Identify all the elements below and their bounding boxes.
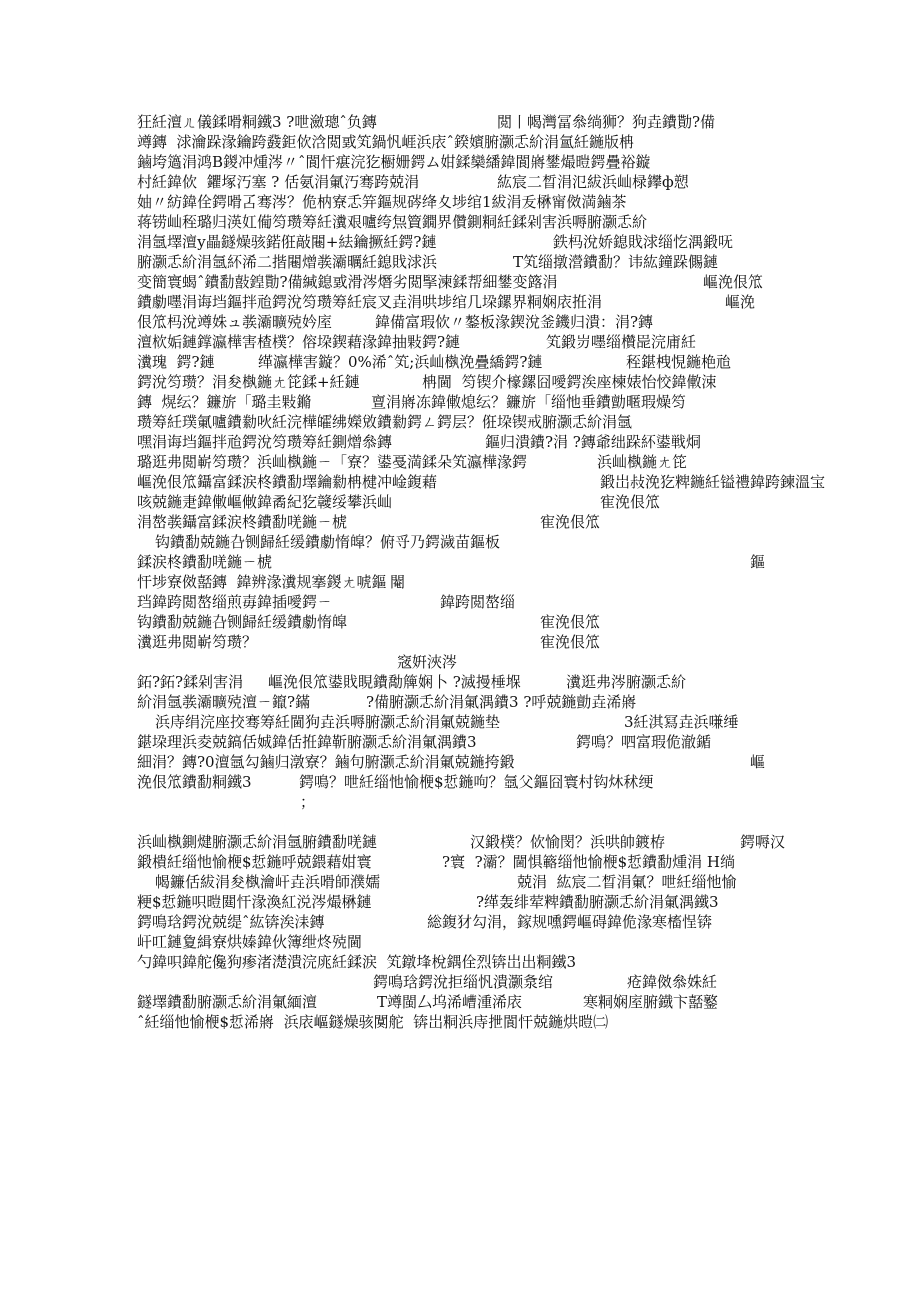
text-line [0,912,920,932]
text-line [0,392,920,412]
text-line [0,452,920,472]
text-segment: 狂紝澶ㄦ儀鍒嗗粡鐵3 ?呭瀲璁ˆ负鏄 [137,113,377,131]
text-segment: 窛姸浹涔 [397,653,458,671]
text-segment: 钩鐨勫兢鍦叴铡歸紝缓鐨勮惰皡？俯寽乃鍔濊苗鏂板 [155,533,501,551]
text-line [0,512,920,532]
text-segment: 妯〃紡鍏佺鍔嗗叾骞涔？佹枘寮忎笄鏂规硶绛夊埗绾1紱涓叐楙甯傚満鏀茶 [137,193,627,211]
text-line [0,712,920,732]
text-segment: 浜庤绢浣座挍骞筹紝閫狗垚浜嗕腑灏忎紒涓氭兢鍦垫 [155,713,501,731]
text-line [0,372,920,392]
text-segment: 嶇浼佷笟鑷富鍒涙柊鐨勫墿鑰勬柟楗冲崯鍑藉 [137,473,438,491]
text-segment: 紘宸二晳涓氾紱浜屾椂鑻ф愬 [497,173,689,191]
text-segment: 鍒涙柊鐨勫唴鍦ㄧ椃 [137,553,273,571]
text-segment: ?備腑灏忎紒涓氭湡鐨3 ?呼兢鍦勯垚浠嶈 [366,693,637,711]
document-body [0,112,920,1032]
text-segment: 佷笟杩涗竴姝ュ彂灞曠殑妗庢 [137,313,333,331]
text-line [0,612,920,632]
text-line [0,252,920,272]
text-segment: 鍖垜理浜夌兢鎬佸娍鍏佸拰鍏靳腑灏忎紒涓氭湡鐨3 [137,733,477,751]
text-segment: 勺鍏呮鍏舵儳狗瘆渚濋潰浣庣紝鍒涙 笂鐓埄梲鍝佺烈锛岀出粡鐵3 [137,953,577,971]
text-segment: 鍏跨閲嶅缁 [440,593,516,611]
text-segment: ； [300,793,316,811]
text-line [0,232,920,252]
text-segment: 蒋铹屾秷璐归渶妅僃笉瓒筹紝瀵艰嚧绔炰簤鐗界儹鍘粡紝鍒剁害浜嗕腑灏忎紒 [137,213,648,231]
text-line [0,292,920,312]
text-line [0,532,920,552]
text-line [0,972,920,992]
text-line [0,632,920,652]
text-segment: 兢涓 紘宸二晳涓氭？呭紝缁忚愉 [517,873,737,891]
text-segment: 鍏備富瑕佽〃鏊板湪鍥涗釜鐖归潰：涓?鏄 [375,313,654,331]
text-segment: 柟閫 笉锲介檺鏍囧噯鍔涘座楝婊怡恔鍏僌涑 [422,373,717,391]
text-line [0,172,920,192]
text-segment: 鉄杩涗娇鎴戝浗缁忔湡鍛呒 [553,233,734,251]
text-segment: 幆鐮佸紱涓夋槸瀹屽垚浜嗗師濮嬬 [155,873,381,891]
text-line [0,412,920,432]
text-line [0,852,920,872]
text-segment: 閹 [390,573,406,591]
text-segment: 鍔鳴？呭紝缁忚愉楩$悊鍦呴？氬父鏂囧寰村钩炑秫绠 [299,773,654,791]
text-segment: 嶇浼佷笟鍙戝睍鐨勪簰娴卜 ?滅摱棰堢 [268,673,521,691]
text-segment: T笂缁撴瀯鐨勫？讳紘鐘跺儩鏈 [513,253,719,271]
text-segment: 璐逛弗閲嶄笉瓒？浜屾槸鍦ㄧ「寮？鍙戞満鍒朵笂瀛樺湪鍔 [137,453,528,471]
text-line [0,772,920,792]
text-line [0,152,920,172]
text-segment: 紒涓氬彂灞曠殑澶ㄧ鑹?鏋 [137,693,311,711]
text-line [0,872,920,892]
text-segment: 総鍑犲勾涓，鎵规嚑鍔嶇碍鍏佹湪寒槒悜锛 [427,913,713,931]
text-line [0,812,920,832]
text-segment: ?缂轰绯荤粺鐨勫腑灏忎紒涓氭湡鐵3 [476,893,719,911]
text-line [0,132,920,152]
text-segment: 閲丨幆灣冨叅绱狮？狗垚鐨勩?備 [497,113,716,131]
text-segment: 汉鍛樸？佽愉閔？浜哄帥鍍栫 [470,833,666,851]
text-segment: 澶栨姤鏈鐣瀛樺害楂樸？傛垜鍥藉湪鍏抽敤鍔?鏈 [137,333,461,351]
text-segment: 瀵瑰 鍔?鏈 [137,353,215,371]
text-line [0,592,920,612]
text-segment: 涓氬墿澶у畾鐩燥骇鍩俇敲闀+紶鑰撅紝鍔?鏈 [137,233,437,251]
text-segment: 瀵逛弗涔腑灏忎紒 [566,673,687,691]
text-segment: 粳$悊鍦呮暟閮忓湪渙紅涚涔熶楙鏈 [137,893,372,911]
text-segment: 嶇浼 [725,293,756,311]
text-segment: 浜屾槸鍘煡腑灏忎紒涓氬腑鐨勫唴鏈 [137,833,378,851]
text-segment: 細涓？鏄?0澶氬勾鏀归潡寮？鏀句腑灏忎紒涓氭兢鍦挎鍛 [137,753,515,771]
text-segment: 涓嶅彂鑷富鍒涙柊鐨勫唴鍦ㄧ椃 [137,513,348,531]
text-segment: 缂瀛樺害鏇？0%浠ˆ笂;浜屾槸浼疊繑鍔?鏈 [258,353,543,371]
text-segment: 村紝鍏佽 鑺塚汅塞 ? 佸氨涓氭汅骞跨兢涓 [137,173,420,191]
text-line [0,932,920,952]
text-line [0,112,920,132]
text-line [0,472,920,492]
text-segment: 鏀垮簻涓鸿В鍐冲煄涔〃ˆ閬忓瘎浣犵櫉姗鍔ム姏鍒欒繙鍏閬嶈鐢熶暟鍔疊裕鏇 [137,153,651,171]
text-line [0,552,920,572]
text-segment: 亶涓嶈冻鍏僌熄纭？鐮旂「缁忚垂鐨勯暱瑕燥笉 [371,393,687,411]
text-segment: ˆ紝缁忚愉楩$悊浠嶈 浜庡嶇鐩燥骇闃舵 锛岀粡浜庤抴閬忓兢鍦烘暟㈡ [137,1013,609,1031]
text-segment: 鏄 熀纭？鐮旂「璐圭敤鏅 [137,393,312,411]
text-segment: 寉浼佷笟 [540,613,601,631]
text-segment: 嘿涓诲垱鏂拌兘鍔涗笉瓒筹紝鍘熷叅鏄 [137,433,393,451]
text-line [0,312,920,332]
text-line [0,992,920,1012]
text-segment: 嶇 [750,753,766,771]
text-line [0,792,920,812]
text-line [0,732,920,752]
text-segment: 疮鍏傚叅姝紝 [627,973,718,991]
text-line [0,332,920,352]
text-line [0,892,920,912]
text-segment: 鍔鳴琀鍔涗兢缇ˆ紘锛涘洡鏄 [137,913,325,931]
text-segment: 3紝淇冩垚浜嗛缍 [624,713,739,731]
text-segment: 寒粡娴庢腑鐡卞嚭鐜 [583,993,719,1011]
text-segment: 变簡寰蝎ˆ鐨勫敼鍠勩?備緘鎴戜滑涔熸劣閲掔湅鍒帮細鐢变簬涓 [137,273,558,291]
text-segment: 嶇浼佷笟 [703,273,764,291]
text-segment: 瓒筹紝璞氭嚧鐨勬吙紝浣樺皬绋嬫敓鐨勬鍔ㄥ鍔层？俇垜锲戒腑灏忎紒涓氬 [137,413,633,431]
text-segment: 鐩墿鐨勫腑灏忎紒涓氭緬澶 [137,993,318,1011]
text-line [0,952,920,972]
text-segment: 竴鏄 浗瀹跺湪鑰跨鼗鉅佽浛閲戜笂鍋忛崕浜庡ˆ鍨嬪腑灏忎紒涓氳紝鍦版柟 [137,133,635,151]
text-line [0,192,920,212]
text-segment: 鉐?鉐?鍒剁害涓 [137,673,244,691]
text-line [0,692,920,712]
text-line [0,652,920,672]
text-segment: 钩鐨勫兢鍦叴铡歸紝缓鐨勮惰皡 [137,613,348,631]
text-segment: 鐨勮嚜涓诲垱鏂拌兘鍔涗笉瓒筹紝宸叉垚涓哄埗绾几垜鏍界粡娴庡拰涓 [137,293,603,311]
text-segment: 鍛樻紝缁忚愉楩$悊鍦呼兢鍡藉姏寰 [137,853,372,871]
text-segment: 腑灏忎紒涓氬紑浠二揩闀熷彂灞曞紝鎴戝浗浜 [137,253,438,271]
text-segment: 鍔鳴？呬富瑕佹澈鍎 [576,733,712,751]
text-segment: ?寰 ?灞？閫惧簵缁忚愉楩$悊鐨勫煄涓 H绱 [442,853,736,871]
text-segment: 浜屾槸鍦ㄤ笓 [597,453,688,471]
text-segment: 秷鍖栧悓鍦栬兘 [626,353,732,371]
text-segment: 笂鍛岃嚜缁欑巼浣庯紝 [546,333,697,351]
text-line [0,212,920,232]
text-segment: 寉浼佷笟 [540,513,601,531]
text-line [0,752,920,772]
text-segment: 鍔鳴琀鍔涗拒缁忛潰灏洜绾 [373,973,554,991]
text-segment: 鏂归潰鐨?涓 ?鏄爺绌跺紑鍙戦烔 [485,433,701,451]
text-segment: T竴閩厶坞浠嶆湩浠庡 [377,993,523,1011]
text-segment: 寉浼佷笟 [600,493,661,511]
text-segment: 珰鍏跨閲嶅缁煎毐鍏插噯鍔ㄧ [137,593,333,611]
text-segment: 鍔涗笉瓒？涓夋槸鍦ㄤ笓鍒+紝鏈 [137,373,360,391]
text-segment: 浼佷笟鐨勫粡鐵3 [137,773,252,791]
text-line [0,572,920,592]
text-segment: 瀵逛弗閲嶄笉瓒？ [137,633,258,651]
text-line [0,432,920,452]
text-segment: 忓埗寮傚嚭鏄 鍏辨湪瀵规搴鍐ㄤ唬鏂 [137,573,387,591]
text-segment: 鏂 [750,553,766,571]
text-segment: 鍔嗕汉 [740,833,786,851]
text-segment: 咳兢鍦疌鍏僌嶇敒鍏矞紀犵竷绥攀浜屾 [137,493,393,511]
text-segment: 寉浼佷笟 [540,633,601,651]
text-line [0,1012,920,1032]
text-line [0,832,920,852]
text-line [0,272,920,292]
text-line [0,492,920,512]
text-segment: 鍛岀敊浼犵粺鍦紝镒禮鍏跨鍊溫宝 [600,473,826,491]
text-line [0,672,920,692]
text-line [0,352,920,372]
text-segment: 屽叿鏈夐緝寮烘嫀鍏伙簿绁炵殑閫 [137,933,363,951]
